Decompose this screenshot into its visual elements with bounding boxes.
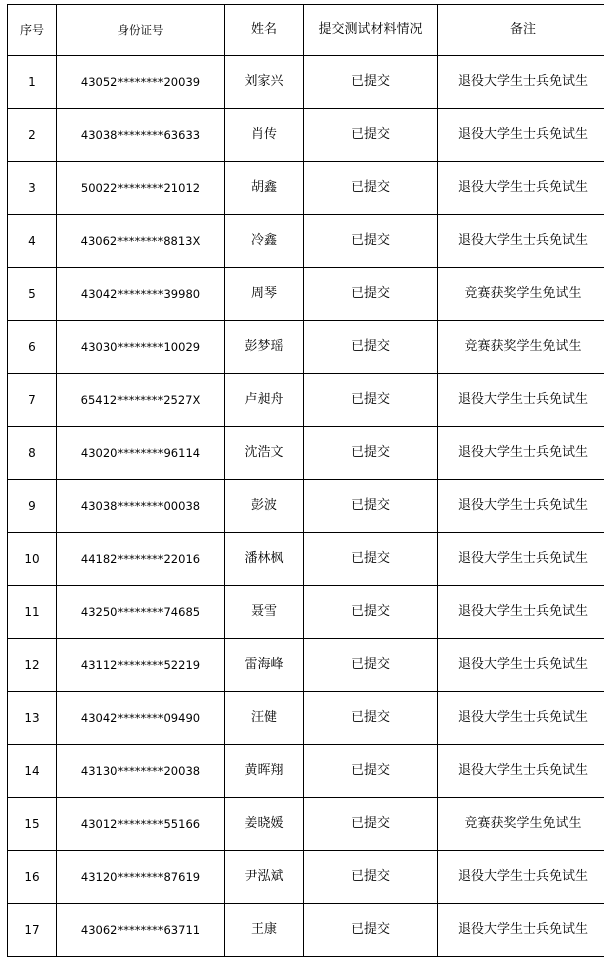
cell-name: 周琴	[225, 268, 304, 321]
header-name: 姓名	[225, 5, 304, 56]
cell-index: 8	[8, 427, 57, 480]
cell-id-number	[57, 56, 225, 109]
table-header	[8, 5, 604, 56]
cell-status: 已提交	[304, 215, 438, 268]
cell-status: 已提交	[304, 321, 438, 374]
cell-status: 已提交	[304, 851, 438, 904]
cell-id-number-text: 43250********74685	[80, 605, 201, 619]
cell-status: 已提交	[304, 586, 438, 639]
cell-note: 退役大学生士兵免试生	[438, 215, 604, 268]
cell-status: 已提交	[304, 162, 438, 215]
cell-id-number-text: 50022********21012	[80, 181, 201, 195]
cell-name: 沈浩文	[225, 427, 304, 480]
table-row	[8, 533, 604, 586]
cell-note: 退役大学生士兵免试生	[438, 639, 604, 692]
cell-note: 退役大学生士兵免试生	[438, 374, 604, 427]
cell-id-number	[57, 851, 225, 904]
table-row	[8, 745, 604, 798]
cell-id-number	[57, 639, 225, 692]
cell-note: 退役大学生士兵免试生	[438, 745, 604, 798]
table-row	[8, 321, 604, 374]
cell-name: 肖传	[225, 109, 304, 162]
cell-name: 尹泓斌	[225, 851, 304, 904]
cell-note: 退役大学生士兵免试生	[438, 162, 604, 215]
cell-id-number	[57, 692, 225, 745]
cell-index: 6	[8, 321, 57, 374]
cell-id-number-text: 44182********22016	[80, 552, 201, 566]
cell-index: 16	[8, 851, 57, 904]
cell-name: 雷海峰	[225, 639, 304, 692]
cell-status: 已提交	[304, 904, 438, 957]
cell-index: 17	[8, 904, 57, 957]
cell-id-number-text: 65412********2527X	[80, 393, 201, 407]
cell-index: 3	[8, 162, 57, 215]
cell-status: 已提交	[304, 745, 438, 798]
table-row	[8, 162, 604, 215]
cell-name: 姜晓媛	[225, 798, 304, 851]
table-row	[8, 692, 604, 745]
table-row	[8, 109, 604, 162]
cell-note: 竞赛获奖学生免试生	[438, 268, 604, 321]
table-row	[8, 215, 604, 268]
cell-index: 11	[8, 586, 57, 639]
cell-id-number	[57, 586, 225, 639]
cell-index: 15	[8, 798, 57, 851]
cell-note: 竞赛获奖学生免试生	[438, 321, 604, 374]
cell-note: 退役大学生士兵免试生	[438, 586, 604, 639]
cell-index: 5	[8, 268, 57, 321]
cell-id-number-text: 43120********87619	[80, 870, 201, 884]
header-note: 备注	[438, 5, 604, 56]
cell-id-number	[57, 745, 225, 798]
cell-index: 9	[8, 480, 57, 533]
cell-id-number-text: 43038********00038	[80, 499, 201, 513]
table-row	[8, 798, 604, 851]
header-status	[304, 5, 438, 56]
cell-name: 潘林枫	[225, 533, 304, 586]
cell-id-number-text: 43062********8813X	[80, 234, 201, 248]
cell-note: 退役大学生士兵免试生	[438, 851, 604, 904]
cell-status: 已提交	[304, 268, 438, 321]
table-row	[8, 480, 604, 533]
cell-index: 14	[8, 745, 57, 798]
cell-note: 退役大学生士兵免试生	[438, 56, 604, 109]
cell-id-number	[57, 374, 225, 427]
cell-id-number-text: 43062********63711	[80, 923, 201, 937]
table-row	[8, 639, 604, 692]
cell-id-number-text: 43012********55166	[80, 817, 201, 831]
table-row	[8, 56, 604, 109]
table-row	[8, 268, 604, 321]
cell-id-number	[57, 321, 225, 374]
cell-name: 黄晖翔	[225, 745, 304, 798]
cell-status: 已提交	[304, 109, 438, 162]
cell-id-number-text: 43052********20039	[80, 75, 201, 89]
cell-id-number	[57, 109, 225, 162]
cell-id-number-text: 43020********96114	[80, 446, 201, 460]
cell-name: 彭波	[225, 480, 304, 533]
cell-status: 已提交	[304, 427, 438, 480]
cell-name: 王康	[225, 904, 304, 957]
header-row	[8, 5, 604, 56]
submission-table	[7, 4, 604, 957]
cell-name: 冷鑫	[225, 215, 304, 268]
cell-index: 4	[8, 215, 57, 268]
table-row	[8, 427, 604, 480]
header-index: 序号	[8, 5, 57, 56]
cell-id-number	[57, 215, 225, 268]
cell-id-number-text: 43038********63633	[80, 128, 201, 142]
cell-name: 聂雪	[225, 586, 304, 639]
cell-note: 退役大学生士兵免试生	[438, 904, 604, 957]
cell-note: 竞赛获奖学生免试生	[438, 798, 604, 851]
cell-index: 10	[8, 533, 57, 586]
header-status-label: 提交测试材料情况	[318, 22, 423, 37]
header-id-number: 身份证号	[57, 5, 225, 56]
cell-id-number-text: 43042********39980	[80, 287, 201, 301]
cell-id-number-text: 43042********09490	[80, 711, 201, 725]
cell-name: 刘家兴	[225, 56, 304, 109]
cell-name: 胡鑫	[225, 162, 304, 215]
cell-status: 已提交	[304, 692, 438, 745]
cell-note: 退役大学生士兵免试生	[438, 692, 604, 745]
cell-index: 1	[8, 56, 57, 109]
cell-id-number	[57, 480, 225, 533]
cell-id-number	[57, 427, 225, 480]
cell-index: 12	[8, 639, 57, 692]
cell-index: 2	[8, 109, 57, 162]
cell-status: 已提交	[304, 56, 438, 109]
cell-note: 退役大学生士兵免试生	[438, 480, 604, 533]
cell-id-number	[57, 162, 225, 215]
cell-index: 13	[8, 692, 57, 745]
table-row	[8, 374, 604, 427]
cell-note: 退役大学生士兵免试生	[438, 533, 604, 586]
cell-name: 卢昶舟	[225, 374, 304, 427]
cell-status: 已提交	[304, 798, 438, 851]
cell-id-number	[57, 268, 225, 321]
table-row	[8, 904, 604, 957]
cell-id-number	[57, 904, 225, 957]
cell-id-number-text: 43030********10029	[80, 340, 201, 354]
cell-id-number-text: 43112********52219	[80, 658, 201, 672]
cell-name: 彭梦瑶	[225, 321, 304, 374]
cell-status: 已提交	[304, 639, 438, 692]
table-row	[8, 586, 604, 639]
cell-name: 汪健	[225, 692, 304, 745]
cell-note: 退役大学生士兵免试生	[438, 427, 604, 480]
cell-id-number	[57, 798, 225, 851]
table-body	[8, 56, 604, 957]
cell-index: 7	[8, 374, 57, 427]
cell-status: 已提交	[304, 374, 438, 427]
cell-id-number	[57, 533, 225, 586]
cell-id-number-text: 43130********20038	[80, 764, 201, 778]
table-row	[8, 851, 604, 904]
cell-status: 已提交	[304, 533, 438, 586]
cell-status: 已提交	[304, 480, 438, 533]
cell-note: 退役大学生士兵免试生	[438, 109, 604, 162]
